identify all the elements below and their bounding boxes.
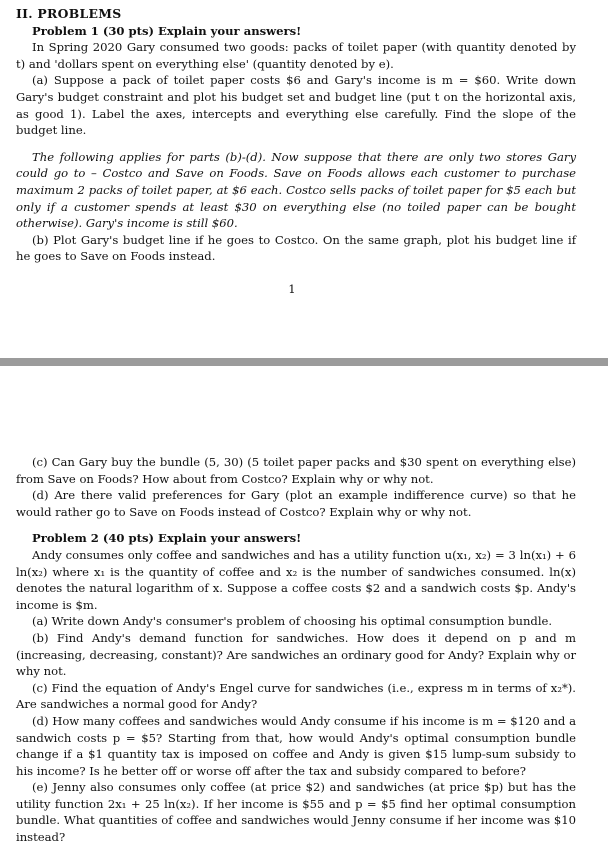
page-1-content (16, 6, 576, 265)
problem-1-part-b: (b) Plot Gary's budget line if he goes to Costco. On the same graph, plot his budget line if he goes to Save on Foods instead. (16, 232, 576, 264)
section-title: II. PROBLEMS (16, 6, 122, 21)
problem-1-italic-intro: The following applies for parts (b)-(d). Now suppose that there are only two stores Gary could go to – Costco and Save on Foods. Save on Foods allows each customer to purchase maximum 2 packs of toilet paper, at $6 each. Costco sells packs of toilet paper for $5 each but only if a customer spends at least $30 on everything else (no toiled paper can be bought otherwise). Gary's income is still $60. (16, 149, 576, 231)
problem-2-part-a: (a) Write down Andy's consumer's problem of choosing his optimal consumption bundle. (32, 614, 553, 629)
problem-2-part-d: (d) How many coffees and sandwiches would Andy consume if his income is m = $120 and a sandwich costs p = $5? Starting from that, how would Andy's optimal consumption bundle change if a $1 quantity tax is imposed on coffee and Andy is given $15 lump-sum subsidy to his income? Is he better off or worse off after the tax and subsidy compared to before? (16, 713, 576, 778)
page-number: 1 (288, 282, 296, 296)
problem-1-part-a: (a) Suppose a pack of toilet paper costs $6 and Gary's income is m = $60. Write down Gary's budget constraint and plot his budget set and budget line (put t on the horizontal axis, as good 1). Label the axes, intercepts and everything else carefully. Find the slope of the budget line. (16, 73, 576, 138)
problem-2-part-e: (e) Jenny also consumes only coffee (at price $2) and sandwiches (at price $p) but has the utility function 2x₁ + 25 ln(x₂). If her income is $55 and p = $5 find her optimal consumption bundle. What quantities of coffee and sandwiches would Jenny consume if her income was $10 instead? (16, 780, 576, 845)
page-2-content (16, 454, 576, 846)
problem-2-heading: Problem 2 (40 pts) Explain your answers! (32, 531, 302, 546)
page-1 (0, 0, 608, 358)
page-separator (0, 358, 608, 366)
problem-2-intro: Andy consumes only coffee and sandwiches and has a utility function u(x₁, x₂) = 3 ln(x₁) + 6 ln(x₂) where x₁ is the quantity of coffee and x₂ is the number of sandwiches consumed. ln(x) denotes the natural logarithm of x. Suppose a coffee costs $2 and a sandwich costs $p. Andy's income is $m. (16, 547, 576, 612)
problem-1-part-c: (c) Can Gary buy the bundle (5, 30) (5 toilet paper packs and $30 spent on everything else) from Save on Foods? How about from Costco? Explain why or why not. (16, 455, 576, 486)
problem-2-part-c: (c) Find the equation of Andy's Engel curve for sandwiches (i.e., express m in terms of x₂*). Are sandwiches a normal good for Andy? (16, 680, 576, 712)
problem-1-heading: Problem 1 (30 pts) Explain your answers! (32, 23, 302, 38)
page-2 (0, 366, 608, 853)
problem-1-intro: In Spring 2020 Gary consumed two goods: packs of toilet paper (with quantity denoted by t) and 'dollars spent on everything else' (quantity denoted by e). (16, 40, 576, 71)
problem-2-part-b: (b) Find Andy's demand function for sandwiches. How does it depend on p and m (increasing, decreasing, constant)? Are sandwiches an ordinary good for Andy? Explain why or why not. (16, 630, 576, 679)
problem-1-part-d: (d) Are there valid preferences for Gary (plot an example indifference curve) so that he would rather go to Save on Foods instead of Costco? Explain why or why not. (16, 488, 576, 519)
